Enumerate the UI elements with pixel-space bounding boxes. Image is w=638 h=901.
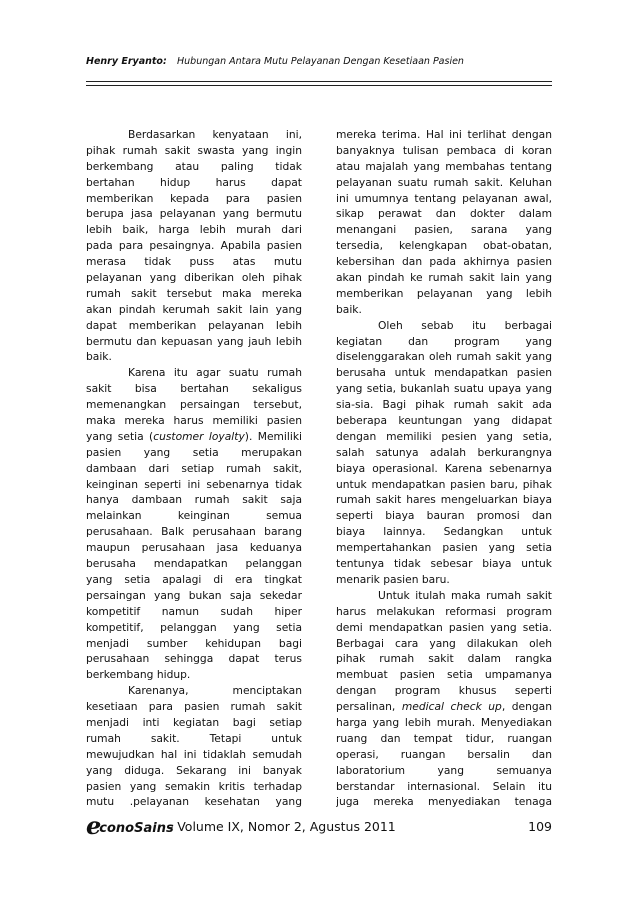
text-segment: mewujudkan hal ini tidaklah semudah (86, 747, 302, 761)
text-line (86, 127, 302, 143)
text-line (336, 127, 552, 143)
text-segment: salah satunya adalah berkurangnya (336, 445, 552, 459)
text-line (86, 508, 302, 524)
text-line (336, 302, 552, 318)
text-line (86, 302, 302, 318)
text-line (336, 477, 552, 493)
text-line (86, 191, 302, 207)
text-segment: juga mereka menyediakan tenaga (336, 795, 552, 809)
text-segment: mutu .pelayanan kesehatan yang (86, 795, 302, 809)
text-segment: , dengan (501, 700, 552, 714)
text-segment: ). Memiliki (244, 429, 302, 443)
text-line (336, 461, 552, 477)
text-segment: hanya dambaan rumah sakit saja (86, 493, 302, 507)
text-line (86, 620, 302, 636)
text-segment: berkembang atau paling tidak (86, 159, 302, 173)
text-segment: menjadi inti kegiatan bagi setiap (86, 715, 302, 729)
text-segment: dambaan dari setiap rumah sakit, (86, 461, 302, 475)
text-line (86, 683, 302, 699)
text-line (86, 159, 302, 175)
text-segment: Karena itu agar suatu rumah (128, 366, 302, 380)
text-line (86, 175, 302, 191)
text-segment: memberikan pelayanan yang lebih (336, 286, 552, 300)
text-line (336, 540, 552, 556)
text-line (336, 747, 552, 763)
header-title: Hubungan Antara Mutu Pelayanan Dengan Kesetiaan Pasien (177, 56, 464, 67)
text-line (86, 445, 302, 461)
text-segment: Berdasarkan kenyataan ini, (128, 128, 302, 141)
text-segment: menangani pasien, sarana yang (336, 223, 552, 237)
text-line (336, 191, 552, 207)
text-line (86, 556, 302, 572)
text-line (86, 731, 302, 747)
header-rule-bottom (86, 85, 552, 86)
text-segment: sikap perawat dan dokter dalam (336, 207, 552, 221)
text-line (336, 794, 552, 810)
text-line (336, 206, 552, 222)
text-segment: demi mendapatkan pasien yang setia. (336, 620, 552, 634)
logo-wordmark: conoSains (99, 821, 174, 836)
text-line (336, 508, 552, 524)
text-segment: berusaha untuk mendapatkan pasien (336, 366, 552, 380)
text-segment: maka mereka harus memiliki pasien (86, 414, 302, 428)
journal-logo (86, 811, 174, 840)
text-segment: kesetiaan para pasien rumah sakit (86, 700, 302, 714)
text-segment: akan pindah ke rumah sakit lain yang (336, 271, 552, 285)
italic-term: medical check up (401, 700, 502, 714)
text-line (86, 381, 302, 397)
text-segment: Untuk itulah maka rumah sakit (378, 588, 552, 602)
text-segment: kompetitif, pelanggan yang setia (86, 620, 302, 634)
text-segment: ini umumnya tentang pelayanan awal, (336, 191, 552, 205)
text-segment: persaingan yang bukan saja sekedar (86, 588, 302, 602)
text-segment: mempertahankan pasien yang setia (336, 541, 552, 555)
text-line (86, 715, 302, 731)
page-footer (86, 811, 552, 840)
header-rule-top (86, 81, 552, 82)
text-segment: perusahaan sehingga dapat terus (86, 652, 302, 666)
text-line (86, 699, 302, 715)
text-line (86, 636, 302, 652)
text-segment: Berbagai cara yang dilakukan oleh (336, 636, 552, 650)
text-segment: perusahaan. Balk perusahaan barang (86, 525, 302, 539)
text-line (336, 588, 552, 604)
text-segment: seperti biaya bauran promosi dan (336, 509, 552, 523)
text-segment: kebersihan dan pada akhirnya pasien (336, 255, 552, 269)
text-segment: menarik pasien baru. (336, 572, 450, 586)
text-segment: menjadi sumber kehidupan bagi (86, 636, 302, 650)
text-line (86, 286, 302, 302)
text-line (336, 636, 552, 652)
text-line (86, 222, 302, 238)
text-line (336, 763, 552, 779)
right-column (336, 127, 552, 810)
text-segment: atau majalah yang membahas tentang (336, 159, 552, 173)
text-segment: merasa tidak puss atas mutu (86, 255, 302, 269)
text-line (336, 604, 552, 620)
text-segment: yang setia apalagi di era tingkat (86, 572, 302, 586)
text-segment: maupun perusahaan jasa keduanya (86, 541, 302, 555)
text-segment: berusaha mendapatkan pelanggan (86, 557, 302, 571)
text-segment: berupa jasa pelayanan yang bermutu (86, 207, 302, 221)
text-line (336, 413, 552, 429)
left-column (86, 127, 302, 810)
text-segment: pada para pesaingnya. Apabila pasien (86, 239, 302, 253)
text-line (86, 604, 302, 620)
text-line (86, 477, 302, 493)
text-line (336, 667, 552, 683)
text-line (86, 334, 302, 350)
text-segment: sia-sia. Bagi pihak rumah sakit ada (336, 398, 552, 412)
text-segment: pelayanan suatu rumah sakit. Keluhan (336, 175, 552, 189)
text-segment: pasien yang semakin kritis terhadap (86, 779, 302, 793)
text-line (86, 429, 302, 445)
text-line (336, 238, 552, 254)
text-segment: laboratorium yang semuanya (336, 763, 552, 777)
text-line (336, 222, 552, 238)
text-segment: membuat pasien setia umpamanya (336, 668, 552, 682)
text-segment: rumah sakit hares mengeluarkan biaya (336, 493, 552, 507)
text-line (336, 349, 552, 365)
text-segment: akan pindah kerumah sakit lain yang (86, 302, 302, 316)
text-segment: tentunya tidak sebesar biaya untuk (336, 557, 552, 571)
text-line (86, 349, 302, 365)
text-line (336, 683, 552, 699)
text-line (336, 620, 552, 636)
text-line (336, 492, 552, 508)
text-segment: kompetitif namun sudah hiper (86, 604, 302, 618)
text-segment: baik. (336, 302, 362, 316)
text-segment: berstandar internasional. Selain itu (336, 779, 552, 793)
text-line (86, 747, 302, 763)
text-segment: dapat memberikan pelayanan lebih (86, 318, 302, 332)
text-line (336, 572, 552, 588)
text-segment: rumah sakit. Tetapi untuk (86, 731, 302, 745)
page-number: 109 (528, 819, 552, 834)
text-line (86, 779, 302, 795)
text-segment: dengan program khusus seperti (336, 684, 552, 698)
text-line (336, 524, 552, 540)
text-line (336, 254, 552, 270)
text-line (336, 175, 552, 191)
text-line (336, 651, 552, 667)
text-segment: berkembang hidup. (86, 668, 191, 682)
text-line (336, 159, 552, 175)
text-line (336, 397, 552, 413)
text-segment: ruang dan tempat tidur, ruangan (336, 731, 552, 745)
text-line (86, 143, 302, 159)
text-line (86, 588, 302, 604)
text-line (336, 318, 552, 334)
header-author: Henry Eryanto: (86, 56, 167, 67)
text-segment: melainkan keinginan semua (86, 509, 302, 523)
text-line (336, 715, 552, 731)
text-segment: kegiatan dan program yang (336, 334, 552, 348)
text-segment: tersedia, kelengkapan obat-obatan, (336, 239, 552, 253)
text-line (86, 461, 302, 477)
text-line (336, 381, 552, 397)
text-line (86, 254, 302, 270)
text-segment: diselenggarakan oleh rumah sakit yang (336, 350, 552, 364)
text-segment: yang diduga. Sekarang ini banyak (86, 763, 302, 777)
text-segment: baik. (86, 350, 112, 364)
text-line (86, 651, 302, 667)
italic-term: customer loyalty (153, 429, 245, 443)
text-line (86, 413, 302, 429)
text-line (86, 540, 302, 556)
text-line (336, 779, 552, 795)
text-segment: sakit bisa bertahan sekaligus (86, 382, 302, 396)
text-segment: Oleh sebab itu berbagai (378, 318, 552, 332)
text-segment: operasi, ruangan bersalin dan (336, 747, 552, 761)
text-segment: Karenanya, menciptakan (128, 684, 302, 698)
text-segment: lebih baik, harga lebih murah dari (86, 223, 302, 237)
text-segment: memberikan kepada para pasien (86, 191, 302, 205)
text-segment: beberapa keuntungan yang didapat (336, 414, 552, 428)
text-line (86, 238, 302, 254)
text-segment: bertahan hidup harus dapat (86, 175, 302, 189)
text-segment: harga yang lebih murah. Menyediakan (336, 715, 552, 729)
text-line (86, 365, 302, 381)
text-line (86, 763, 302, 779)
text-line (336, 731, 552, 747)
text-line (336, 334, 552, 350)
logo-e-mark: e (86, 811, 102, 840)
text-line (336, 699, 552, 715)
text-line (86, 206, 302, 222)
text-segment: dengan memiliki pesien yang setia, (336, 429, 552, 443)
text-segment: biaya operasional. Karena sebenarnya (336, 461, 552, 475)
text-segment: harus melakukan reformasi program (336, 604, 552, 618)
text-segment: bermutu dan kepuasan yang jauh lebih (86, 334, 302, 348)
text-segment: pelayanan yang diberikan oleh pihak (86, 271, 302, 285)
text-segment: biaya lainnya. Sedangkan untuk (336, 525, 552, 539)
text-line (86, 492, 302, 508)
text-segment: memenangkan persaingan tersebut, (86, 398, 302, 412)
text-segment: pihak rumah sakit dalam rangka (336, 652, 552, 666)
text-line (86, 318, 302, 334)
text-line (336, 429, 552, 445)
text-line (86, 667, 302, 683)
text-line (86, 524, 302, 540)
text-line (336, 143, 552, 159)
text-line (336, 556, 552, 572)
text-line (336, 445, 552, 461)
text-segment: keinginan seperti ini sebenarnya tidak (86, 477, 302, 491)
volume-info: – Volume IX, Nomor 2, Agustus 2011 (167, 819, 396, 834)
text-segment: yang setia, bukanlah suatu upaya yang (336, 382, 552, 396)
text-line (86, 572, 302, 588)
text-segment: pasien yang setia merupakan (86, 445, 302, 459)
text-segment: mereka terima. Hal ini terlihat dengan (336, 128, 552, 141)
text-segment: yang setia ( (86, 429, 154, 443)
text-line (86, 794, 302, 810)
text-segment: persalinan, (336, 700, 402, 714)
text-segment: untuk mendapatkan pasien baru, pihak (336, 477, 552, 491)
text-segment: pihak rumah sakit swasta yang ingin (86, 143, 302, 157)
text-line (86, 397, 302, 413)
text-segment: rumah sakit tersebut maka mereka (86, 286, 302, 300)
text-line (86, 270, 302, 286)
running-header (86, 56, 552, 72)
text-segment: banyaknya tulisan pembaca di koran (336, 143, 552, 157)
text-line (336, 286, 552, 302)
text-line (336, 270, 552, 286)
text-line (336, 365, 552, 381)
